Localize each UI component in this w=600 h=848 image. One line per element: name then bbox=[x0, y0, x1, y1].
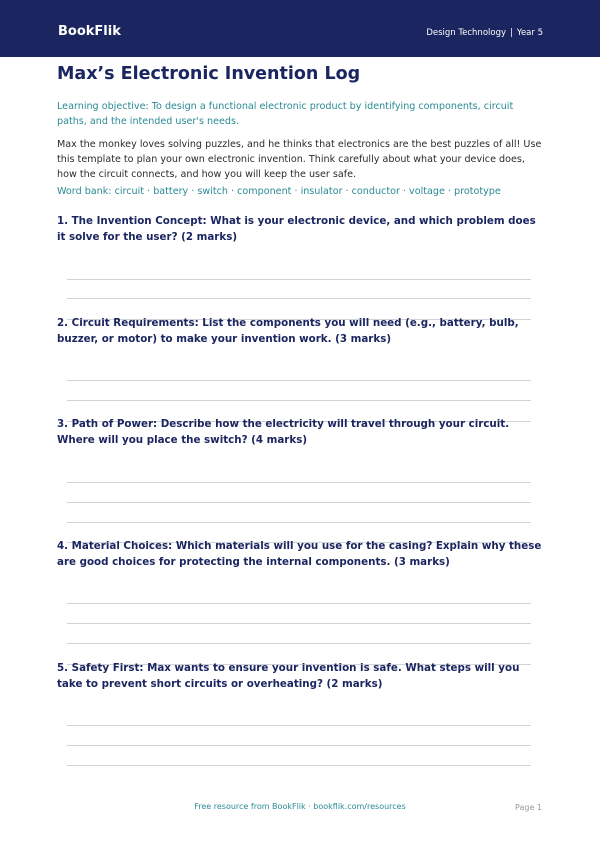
intro-paragraph: Max the monkey loves solving puzzles, and he thinks that electronics are the best puzzles of all! Use this template to plan your own electronic invention. Think carefully about what your device does, how the circuit connects, and how you will keep the user safe. bbox=[57, 139, 542, 180]
year-label: Year 5 bbox=[516, 28, 543, 38]
question-4 bbox=[57, 539, 543, 570]
brand-logo: BookFlik bbox=[58, 24, 121, 39]
answer-line[interactable] bbox=[67, 298, 531, 299]
page-title: Max’s Electronic Invention Log bbox=[57, 64, 361, 84]
question-1 bbox=[57, 214, 543, 245]
page-header bbox=[0, 0, 600, 57]
question-text: 5. Safety First: Max wants to ensure your invention is safe. What steps will you take to prevent short circuits or overheating? (2 marks) bbox=[57, 662, 520, 690]
question-2 bbox=[57, 316, 543, 347]
learning-objective: Learning objective: To design a functional electronic product by identifying components, circuit paths, and the intended user's needs. bbox=[57, 101, 514, 127]
answer-line[interactable] bbox=[67, 400, 531, 401]
word-bank: Word bank: circuit · battery · switch · component · insulator · conductor · voltage · prototype bbox=[57, 186, 501, 197]
answer-line[interactable] bbox=[67, 482, 531, 483]
question-text: 2. Circuit Requirements: List the components you will need (e.g., battery, bulb, buzzer, or motor) to make your invention work. (3 marks) bbox=[57, 317, 519, 345]
question-3 bbox=[57, 417, 543, 448]
answer-line[interactable] bbox=[67, 765, 531, 766]
header-separator: | bbox=[510, 28, 513, 38]
question-text: 1. The Invention Concept: What is your electronic device, and which problem does it solve for the user? (2 marks) bbox=[57, 215, 536, 243]
answer-line[interactable] bbox=[67, 623, 531, 624]
question-text: 3. Path of Power: Describe how the electricity will travel through your circuit. Where will you place the switch? (4 marks) bbox=[57, 418, 510, 446]
footer-credit: Free resource from BookFlik · bookflik.com/resources bbox=[194, 802, 406, 811]
answer-line[interactable] bbox=[67, 725, 531, 726]
answer-line[interactable] bbox=[67, 279, 531, 280]
question-5 bbox=[57, 661, 543, 692]
subject-label: Design Technology bbox=[426, 28, 507, 38]
header-meta bbox=[426, 28, 543, 38]
answer-line[interactable] bbox=[67, 522, 531, 523]
page-number: Page 1 bbox=[515, 803, 542, 812]
answer-line[interactable] bbox=[67, 502, 531, 503]
answer-line[interactable] bbox=[67, 603, 531, 604]
answer-line[interactable] bbox=[67, 745, 531, 746]
question-text: 4. Material Choices: Which materials will you use for the casing? Explain why these are good choices for protecting the internal components. (3 marks) bbox=[57, 540, 542, 568]
answer-line[interactable] bbox=[67, 380, 531, 381]
answer-line[interactable] bbox=[67, 643, 531, 644]
